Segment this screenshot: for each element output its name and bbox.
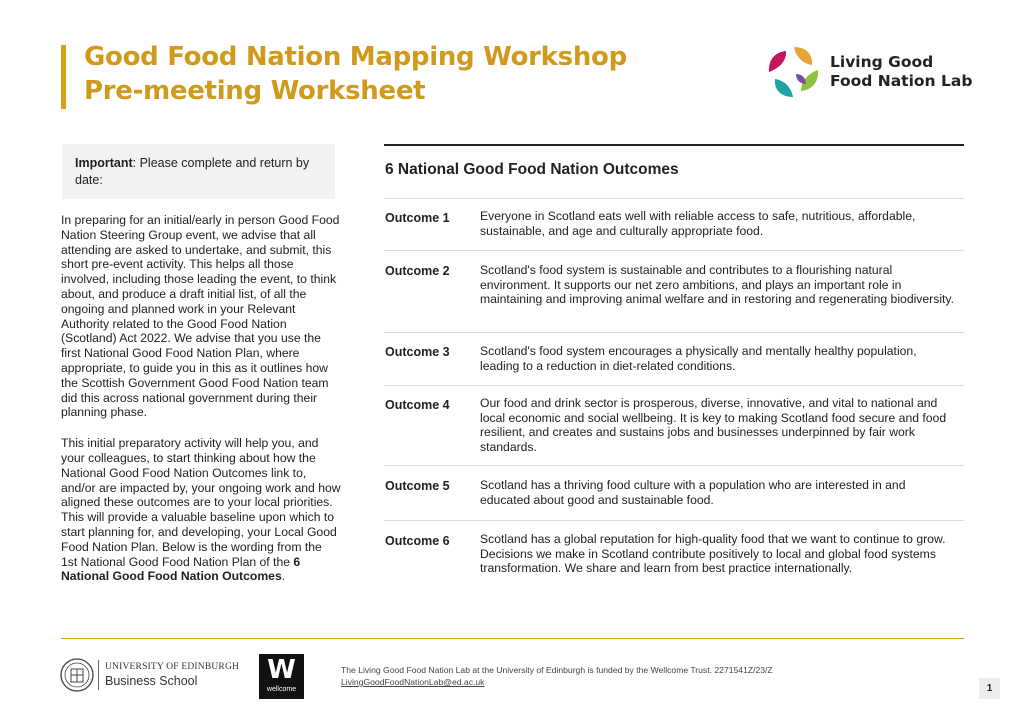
living-good-food-nation-lab-logo [766, 44, 976, 102]
page-number: 1 [979, 678, 1000, 699]
outcome-label: Outcome 5 [385, 479, 450, 493]
outcome-label: Outcome 3 [385, 345, 450, 359]
outcome-text: Our food and drink sector is prosperous, diverse, innovative, and vital to national and local economic and social wellbeing. It is key to making Scotland food secure and food resilient, and creates and sustains jobs and businesses underpinned by fair work standards. [480, 396, 947, 454]
outcome-text: Scotland's food system is sustainable and contributes to a flourishing natural environment. It supports our net zero ambitions, and plays an important role in maintaining and improving animal welfare and in restoring and regenerating biodiversity. [480, 263, 954, 307]
leaf-ring-logo-icon [766, 44, 822, 100]
title-line-1: Good Food Nation Mapping Workshop [84, 42, 627, 72]
uoe-name: UNIVERSITY OF EDINBURGH [105, 662, 240, 672]
important-notice [62, 144, 335, 199]
contact-email-link[interactable]: LivingGoodFoodNationLab@ed.ac.uk [341, 677, 485, 687]
wellcome-wordmark: wellcome [266, 686, 297, 693]
uoe-logo-divider [98, 660, 99, 690]
important-text: : Please complete and return by date: [75, 156, 310, 187]
outcome-label: Outcome 2 [385, 264, 450, 278]
wellcome-logo [259, 654, 304, 699]
title-line-2: Pre-meeting Worksheet [84, 76, 426, 106]
outcome-row-2 [384, 250, 964, 332]
intro-paragraph-2-text: This initial preparatory activity will help you, and your colleagues, to start thinking about how the National Good Food Nation Outcomes link to, and/or are impacted by, your ongoing work and how aligned these outcomes are to your local priorities. This will provide a valuable baseline upon which to start planning for, and developing, your Local Good Food Nation Plan. Below is the wording from the 1st National Good Food Nation Plan of the [61, 436, 341, 569]
outcome-text: Scotland has a thriving food culture with a population who are interested in and educated about good and sustainable food. [480, 478, 906, 507]
uoe-school: Business School [105, 674, 198, 688]
university-of-edinburgh-logo [60, 657, 240, 693]
logo-wordmark [830, 53, 972, 91]
footer-rule [61, 638, 964, 639]
page-title [84, 40, 627, 108]
title-accent-bar [61, 45, 66, 109]
wellcome-letter: W [267, 655, 296, 685]
intro-paragraph-1: In preparing for an initial/early in person Good Food Nation Steering Group event, we advise that all attending are asked to undertake, and submit, this short pre-event activity. This helps all those involved, including those leading the event, to think about, and produce a draft initial list, of all the ongoing and planned work in your Relevant Authority related to the Good Food Nation (Scotland) Act 2022. We advise that you use the first National Good Food Nation Plan, where appropriate, to guide you in this as it outlines how the Scottish Government Good Food Nation team did this across national government during their planning phase. [61, 213, 340, 420]
outcome-row-1 [384, 198, 964, 250]
important-label: Important [75, 156, 133, 170]
logo-line-2: Food Nation Lab [830, 72, 973, 90]
outcome-label: Outcome 1 [385, 211, 450, 225]
intro-paragraph-2 [61, 436, 341, 584]
logo-line-1: Living Good [830, 53, 934, 71]
university-crest-icon [60, 657, 94, 693]
outcome-row-6 [384, 520, 964, 584]
outcome-label: Outcome 6 [385, 534, 450, 548]
outcomes-heading: 6 National Good Food Nation Outcomes [385, 161, 679, 178]
intro-paragraph-2-end: . [281, 569, 286, 584]
footer-funding-note [341, 664, 773, 688]
outcome-label: Outcome 4 [385, 398, 450, 412]
intro-text [61, 213, 341, 584]
outcome-row-4 [384, 385, 964, 465]
outcome-text: Scotland's food system encourages a physically and mentally healthy population, leading to a reduction in diet-related conditions. [480, 344, 917, 373]
outcome-row-5 [384, 465, 964, 520]
outcome-text: Scotland has a global reputation for high-quality food that we want to continue to grow. Decisions we make in Scotland contribute positively to local and global food systems transformation. We share and learn from best practice internationally. [480, 532, 946, 576]
outcome-row-3 [384, 332, 964, 385]
intro-paragraph-2-bold: 6 National Good Food Nation Outcomes [61, 554, 301, 584]
outcomes-top-rule [384, 144, 964, 146]
funding-text: The Living Good Food Nation Lab at the University of Edinburgh is funded by the Wellcome Trust. 2271541Z/23/Z [341, 665, 773, 675]
outcome-text: Everyone in Scotland eats well with reliable access to safe, nutritious, affordable, sustainable, and age and culturally appropriate food. [480, 209, 916, 238]
